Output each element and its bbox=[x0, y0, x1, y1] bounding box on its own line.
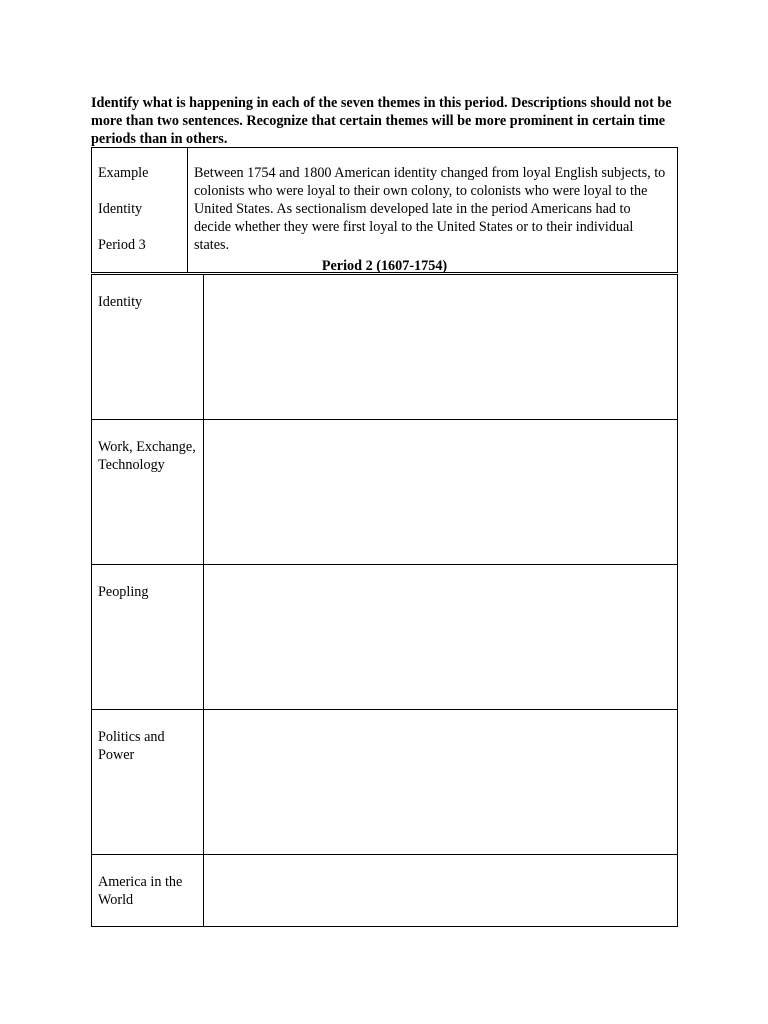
example-table bbox=[91, 147, 678, 273]
table-row bbox=[92, 420, 678, 565]
table-row bbox=[92, 565, 678, 710]
instructions-text: Identify what is happening in each of the seven themes in this period. Descriptions should not be more than two sentences. Recognize that certain themes will be more prominent in certain time periods than in others. bbox=[91, 95, 672, 147]
answer-cell-america-in-the-world[interactable] bbox=[204, 855, 678, 927]
theme-label-politics-and-power: Politics and Power bbox=[92, 710, 204, 855]
table-row bbox=[92, 275, 678, 420]
answer-cell-identity[interactable] bbox=[204, 275, 678, 420]
example-theme-label: Identity bbox=[98, 201, 143, 217]
example-period-label: Period 3 bbox=[98, 237, 146, 253]
period-title: Period 2 (1607-1754) bbox=[321, 258, 448, 274]
theme-label-work-exchange-technology: Work, Exchange, Technology bbox=[92, 420, 204, 565]
theme-label-peopling: Peopling bbox=[92, 565, 204, 710]
table-row bbox=[92, 855, 678, 927]
example-row bbox=[92, 148, 678, 273]
answer-cell-peopling[interactable] bbox=[204, 565, 678, 710]
table-row bbox=[92, 710, 678, 855]
example-label: Example bbox=[98, 165, 149, 181]
answer-cell-work-exchange-technology[interactable] bbox=[204, 420, 678, 565]
theme-label-america-in-the-world: America in the World bbox=[92, 855, 204, 927]
answer-cell-politics-and-power[interactable] bbox=[204, 710, 678, 855]
example-description: Between 1754 and 1800 American identity changed from loyal English subjects, to colonists who were loyal to their own colony, to colonists who were loyal to the United States. As sectionalism developed late in the period Americans had to decide whether they were first loyal to the United States or to their individual states. bbox=[188, 148, 678, 273]
theme-label-identity: Identity bbox=[92, 275, 204, 420]
themes-table bbox=[91, 274, 678, 927]
example-label-cell bbox=[92, 148, 188, 273]
